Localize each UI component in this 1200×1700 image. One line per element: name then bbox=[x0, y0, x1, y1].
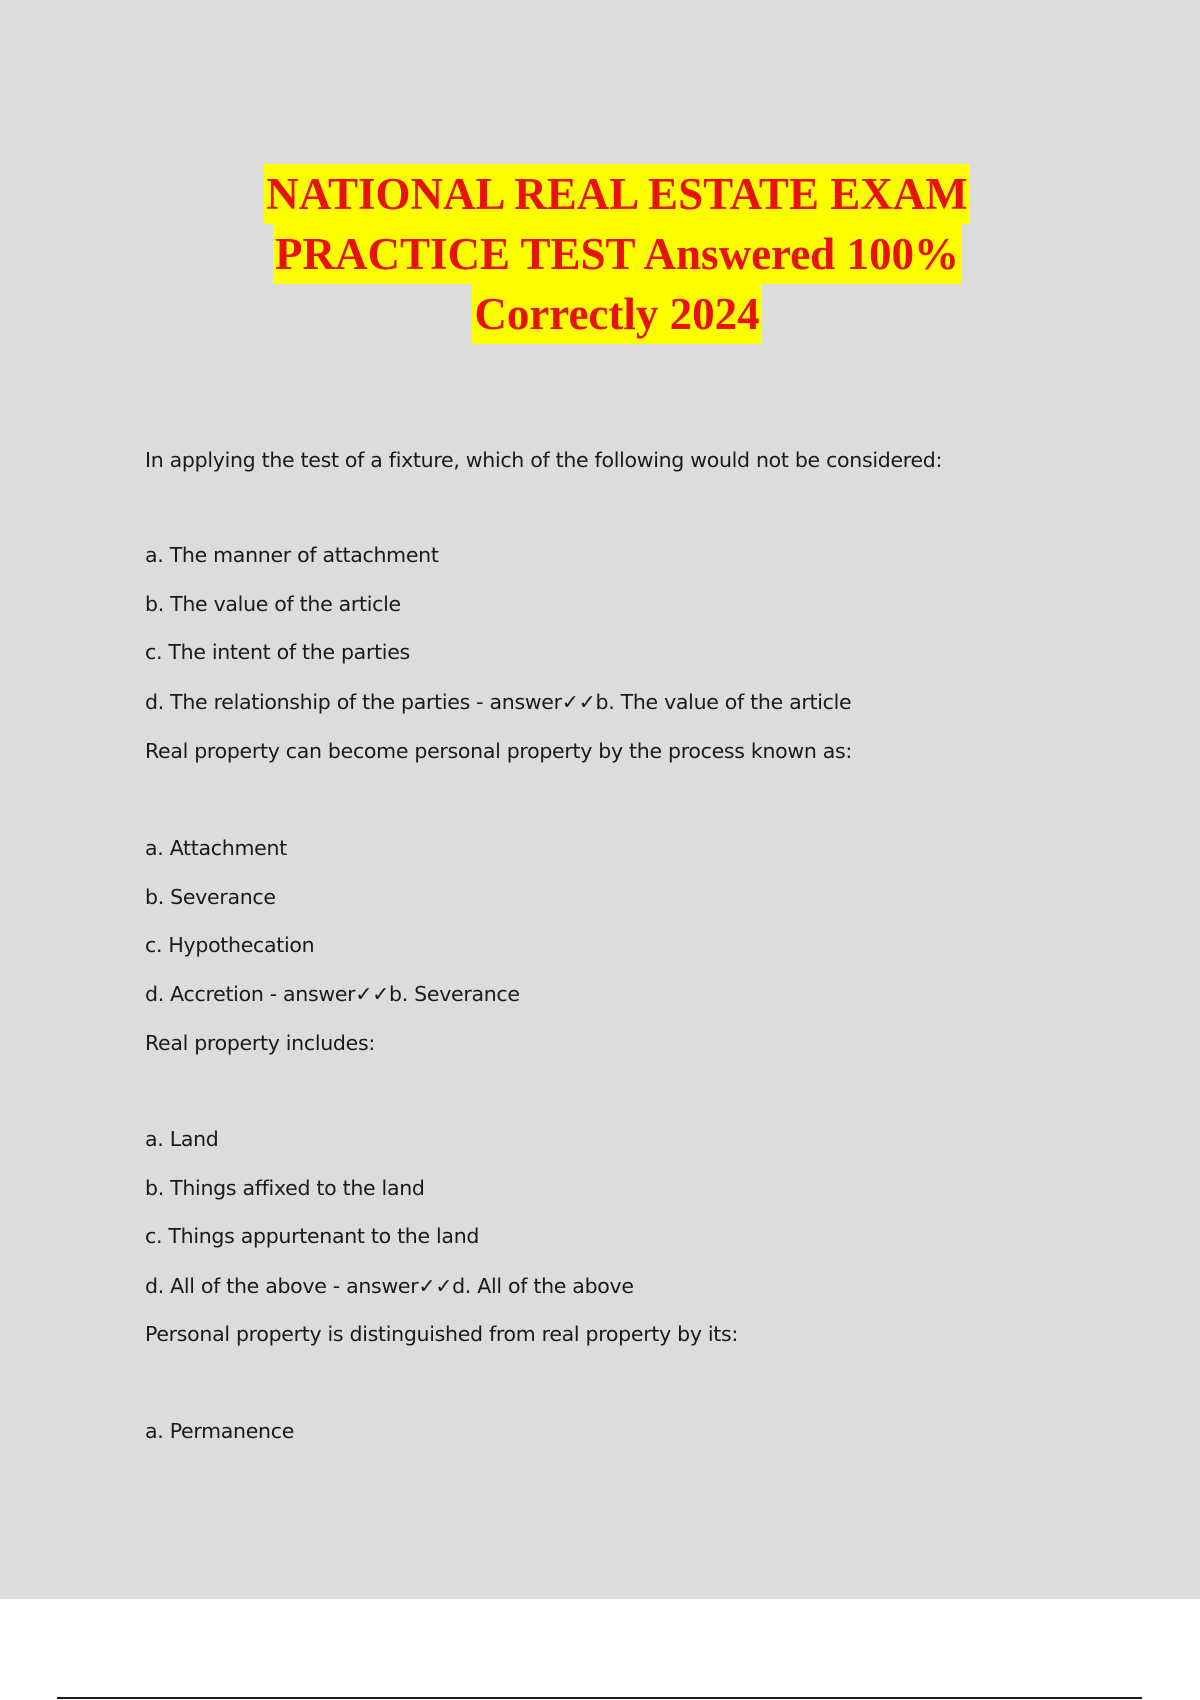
question-prompt: In applying the test of a fixture, which of the following would not be considered: bbox=[145, 448, 943, 472]
answer-option: b. Things affixed to the land bbox=[145, 1176, 425, 1200]
answer-option: c. Things appurtenant to the land bbox=[145, 1224, 480, 1248]
document-title bbox=[0, 164, 1200, 344]
question-prompt: Real property can become personal property by the process known as: bbox=[145, 739, 853, 763]
footer-divider bbox=[57, 1697, 1142, 1699]
answer-option: c. Hypothecation bbox=[145, 933, 315, 957]
answer-option: a. Permanence bbox=[145, 1419, 295, 1443]
answer-option: b. The value of the article bbox=[145, 592, 401, 616]
answer-option: d. The relationship of the parties - answer✓✓b. The value of the article bbox=[145, 690, 852, 714]
answer-option: a. Land bbox=[145, 1127, 219, 1151]
title-line-2: PRACTICE TEST Answered 100% bbox=[273, 224, 961, 284]
answer-option: d. Accretion - answer✓✓b. Severance bbox=[145, 982, 520, 1006]
title-line-1: NATIONAL REAL ESTATE EXAM bbox=[264, 164, 969, 224]
question-prompt: Real property includes: bbox=[145, 1031, 375, 1055]
answer-option: a. Attachment bbox=[145, 836, 287, 860]
answer-option: d. All of the above - answer✓✓d. All of the above bbox=[145, 1274, 634, 1298]
title-line-3: Correctly 2024 bbox=[472, 284, 761, 344]
answer-option: a. The manner of attachment bbox=[145, 543, 439, 567]
question-prompt: Personal property is distinguished from real property by its: bbox=[145, 1322, 738, 1346]
answer-option: b. Severance bbox=[145, 885, 276, 909]
answer-option: c. The intent of the parties bbox=[145, 640, 410, 664]
